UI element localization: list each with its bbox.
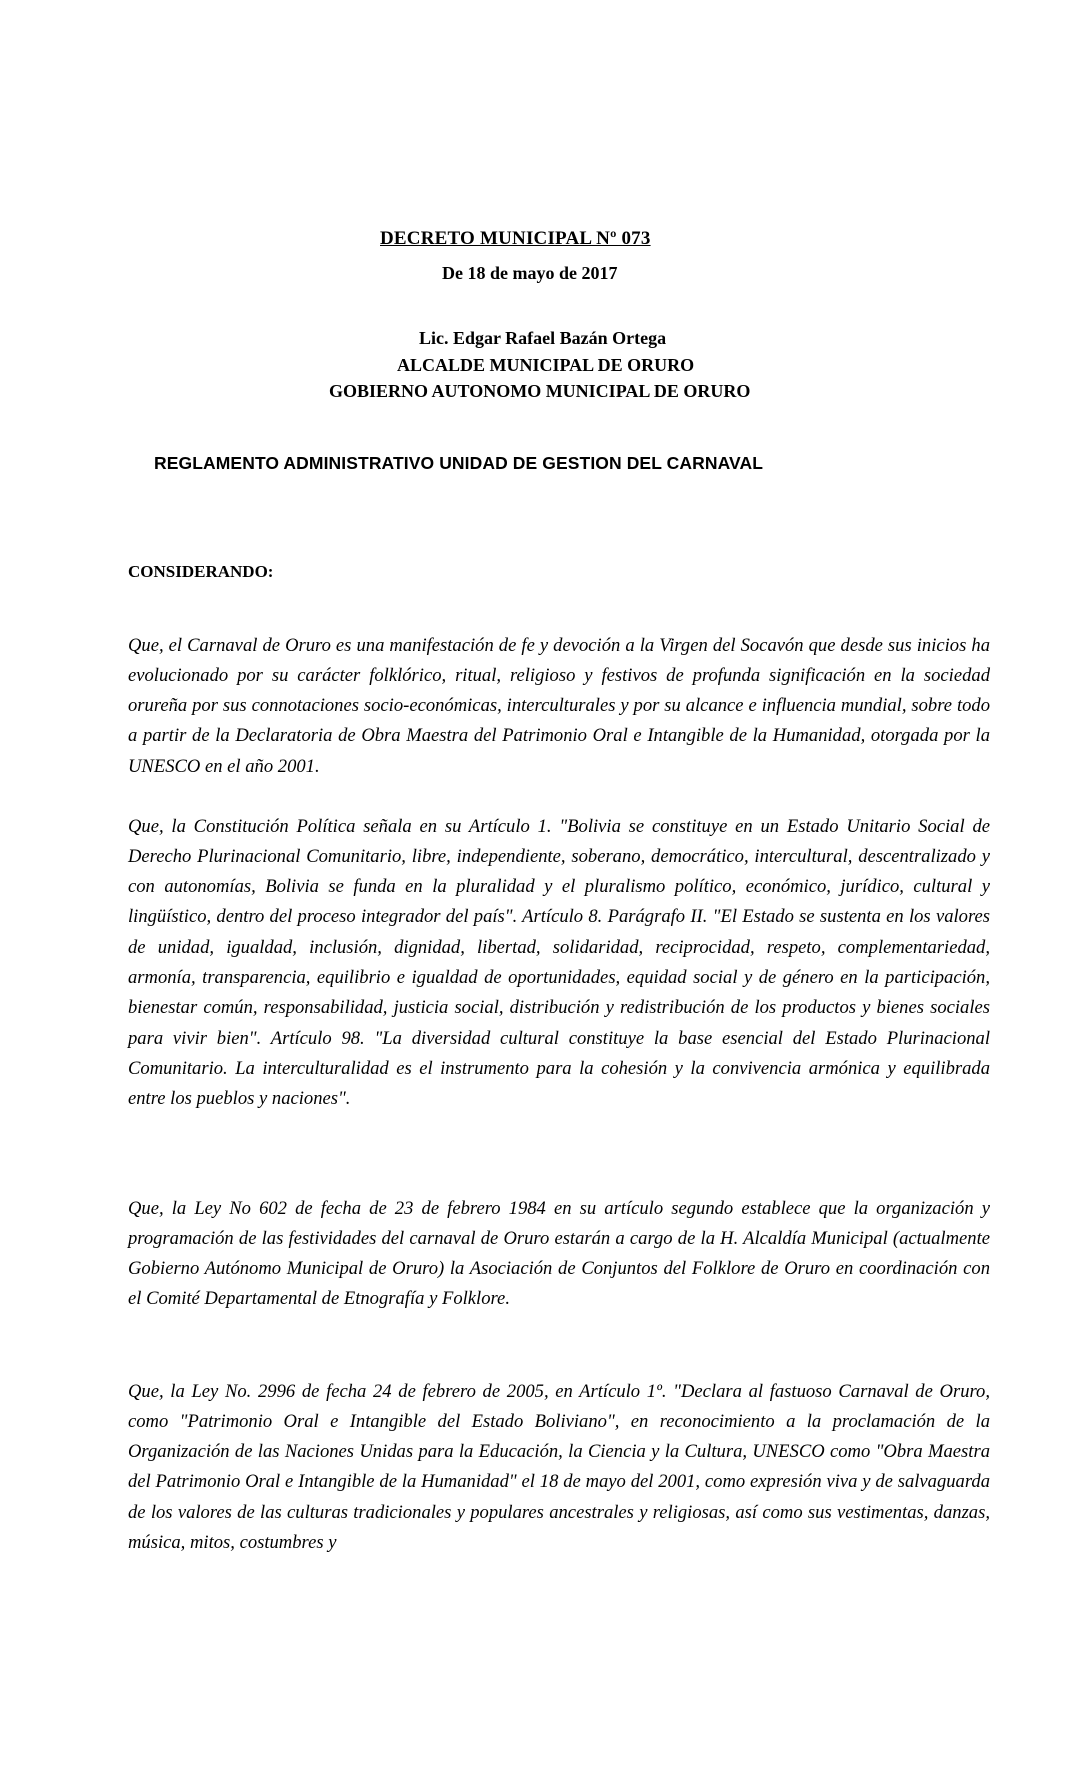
considerando-heading: CONSIDERANDO: [128,562,274,581]
decree-number: DECRETO MUNICIPAL Nº 073 [380,228,651,249]
considerando-paragraph: Que, el Carnaval de Oruro es una manifestación de fe y devoción a la Virgen del Socavón que desde sus inicios ha evolucionado por su carácter folklórico, ritual, religioso y festivos de profunda significación en la sociedad orureña por sus connotaciones socio-económicas, interculturales y por su alcance e influencia mundial, sobre todo a partir de la Declaratoria de Obra Maestra del Patrimonio Oral e Intangible de la Humanidad, otorgada por la UNESCO en el año 2001. [128,634,990,777]
considerando-paragraph: Que, la Constitución Política señala en su Artículo 1. "Bolivia se constituye en un Estado Unitario Social de Derecho Plurinacional Comunitario, libre, independiente, soberano, democrático, intercultural, descentralizado y con autonomías, Bolivia se funda en la pluralidad y el pluralismo político, económico, jurídico, cultural y lingüístico, dentro del proceso integrador del país". Artículo 8. Parágrafo II. "El Estado se sustenta en los valores de unidad, igualdad, inclusión, dignidad, libertad, solidaridad, reciprocidad, respeto, complementariedad, armonía, transparencia, equilibrio e igualdad de oportunidades, equidad social y de género en la participación, bienestar común, responsabilidad, justicia social, distribución y redistribución de los productos y bienes sociales para vivir bien". Artículo 98. "La diversidad cultural constituye la base esencial del Estado Plurinacional Comunitario. La interculturalidad es el instrumento para la cohesión y la convivencia armónica y equilibrada entre los pueblos y naciones". [128,815,990,1110]
signer-title: ALCALDE MUNICIPAL DE ORURO [397,355,695,375]
considerando-paragraph: Que, la Ley No 602 de fecha de 23 de febrero 1984 en su artículo segundo establece que la organización y programación de las festividades del carnaval de Oruro estarán a cargo de la H. Alcaldía Municipal (actualmente Gobierno Autónomo Municipal de Oruro) la Asociación de Conjuntos del Folklore de Oruro en coordinación con el Comité Departamental de Etnografía y Folklore. [128,1197,990,1310]
considerando-paragraph: Que, la Ley No. 2996 de fecha 24 de febrero de 2005, en Artículo 1º. "Declara al fastuoso Carnaval de Oruro, como "Patrimonio Oral e Intangible del Estado Boliviano", en reconocimiento a la proclamación de la Organización de las Naciones Unidas para la Educación, la Ciencia y la Cultura, UNESCO como "Obra Maestra del Patrimonio Oral e Intangible de la Humanidad" el 18 de mayo del 2001, como expresión viva y de salvaguarda de los valores de las culturas tradicionales y populares ancestrales y religiosas, así como sus vestimentas, danzas, música, mitos, costumbres y [128,1380,990,1554]
decree-date: De 18 de mayo de 2017 [442,263,618,283]
signer-name: Lic. Edgar Rafael Bazán Ortega [419,328,667,348]
signer-government: GOBIERNO AUTONOMO MUNICIPAL DE ORURO [329,381,751,401]
regulation-title: REGLAMENTO ADMINISTRATIVO UNIDAD DE GESTION DEL CARNAVAL [154,453,764,473]
